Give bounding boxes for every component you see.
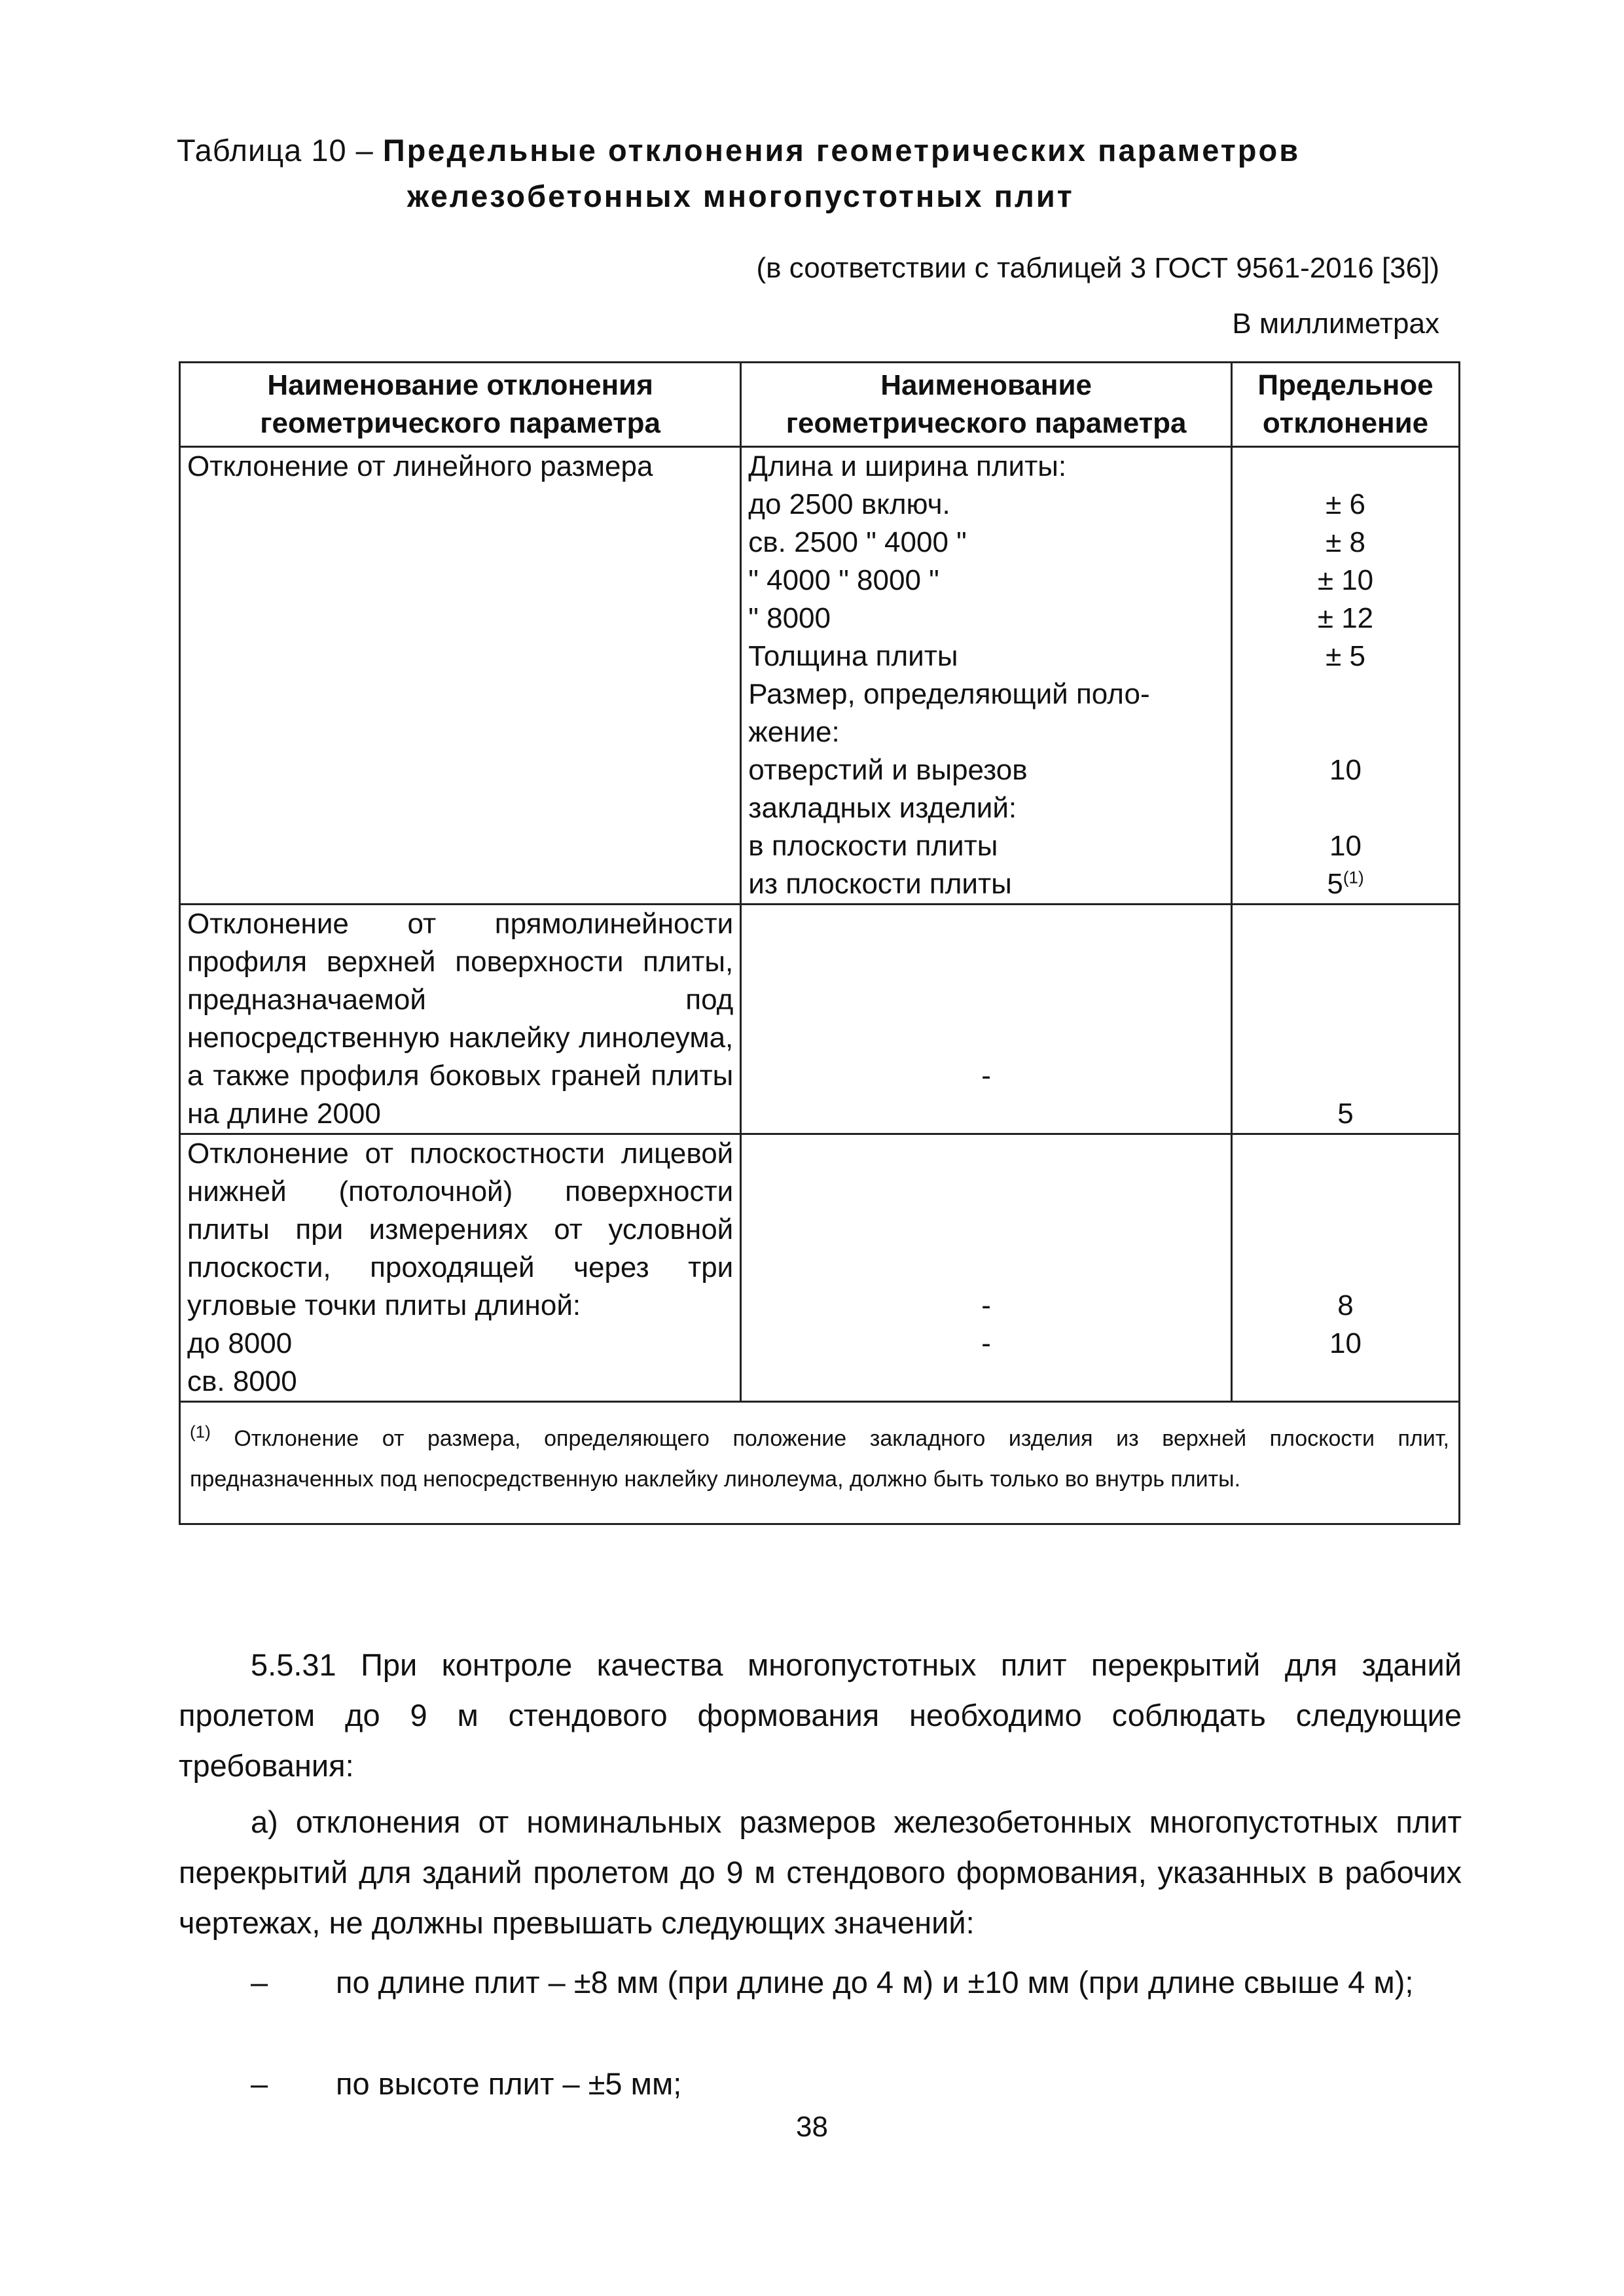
row3-deviation-text: Отклонение от плоскостности лицевой нижней (потолочной) поверхности плиты при измерениях от условной плоскости, проходящей через три угловые точки плиты длиной: (187, 1138, 734, 1321)
footnote-ref: (1) (1343, 867, 1364, 888)
table-cell: - (981, 1327, 991, 1359)
table-cell: 10 (1329, 1327, 1362, 1359)
header-limit: Предельное отклонение (1232, 363, 1460, 447)
table-cell: 8 (1337, 1289, 1354, 1321)
table-cell: до 8000 (187, 1327, 293, 1359)
table-cell: Размер, определяющий поло- (748, 678, 1150, 710)
table-cell: ± 12 (1317, 602, 1374, 634)
row3-values (1232, 1134, 1460, 1402)
row1-values (1232, 447, 1460, 905)
footnote-text: Отклонение от размера, определяющего положение закладного изделия из верхней плоскости плит, предназначенных под непосредственную наклейку линолеума, должно быть только во внутрь плиты. (190, 1426, 1449, 1492)
table-cell: в плоскости плиты (748, 830, 998, 862)
table-caption-line2: железобетонных многопустотных плит (407, 179, 1074, 213)
table-cell: ± 6 (1326, 488, 1365, 520)
table-cell: ± 8 (1326, 526, 1365, 558)
row3-params (741, 1134, 1232, 1402)
list-item-text: по длине плит – ±8 мм (при длине до 4 м) и ±10 мм (при длине свыше 4 м); (336, 1965, 1414, 2000)
table-cell: 10 (1329, 754, 1362, 786)
header-deviation: Наименование отклонения геометрического параметра (180, 363, 741, 447)
row2-value: 5 (1232, 905, 1460, 1134)
footnote-mark: (1) (190, 1422, 211, 1442)
list-dash: – (251, 1965, 268, 2000)
row2-param: - (741, 905, 1232, 1134)
table-row (180, 447, 1460, 905)
page-number: 38 (796, 2111, 828, 2143)
table-cell: Длина и ширина плиты: (748, 450, 1067, 482)
list-item-text: по высоте плит – ±5 мм; (336, 2066, 682, 2101)
table-row (180, 905, 1460, 1134)
table-cell: Толщина плиты (748, 640, 958, 672)
table-cell: жение: (748, 716, 840, 748)
table-reference: (в соответствии с таблицей 3 ГОСТ 9561-2016 [36]) (756, 252, 1439, 284)
paragraph-5-5-31: 5.5.31 При контроле качества многопустотных плит перекрытий для зданий пролетом до 9 м стендового формования необходимо соблюдать следующие требования: (179, 1647, 1462, 1783)
table-cell: 10 (1329, 830, 1362, 862)
table-cell: св. 8000 (187, 1365, 297, 1397)
table-cell: отверстий и вырезов (748, 754, 1028, 786)
table-caption-prefix: Таблица 10 – (177, 133, 383, 168)
table-cell: " 8000 (748, 602, 831, 634)
table-footnote (180, 1402, 1460, 1524)
table-cell: ± 5 (1326, 640, 1365, 672)
table-cell: ± 10 (1317, 564, 1374, 596)
row2-deviation: Отклонение от прямолинейности профиля верхней поверхности плиты, предназначаемой под непосредственную наклейку линолеума, а также профиля боковых граней плиты на длине 2000 (180, 905, 741, 1134)
header-parameter: Наименование геометрического параметра (741, 363, 1232, 447)
table-caption-line1 (177, 128, 1460, 173)
table-caption (177, 128, 1460, 219)
table-cell (1239, 789, 1452, 827)
paragraph-item-a: а) отклонения от номинальных размеров железобетонных многопустотных плит перекрытий для зданий пролетом до 9 м стендового формования, указанных в рабочих чертежах, не должны превышать следующих значений: (179, 1804, 1462, 1940)
table-caption-bold: Предельные отклонения геометрических параметров (382, 133, 1301, 168)
table-header-row (180, 363, 1460, 447)
deviations-table (179, 361, 1460, 1525)
table-cell: - (981, 1289, 991, 1321)
table-row (180, 1134, 1460, 1402)
table-cell: закладных изделий: (748, 792, 1017, 824)
table-cell: из плоскости плиты (748, 868, 1012, 900)
list-item (179, 2058, 1462, 2109)
table-cell (1239, 675, 1452, 713)
table-units: В миллиметрах (1232, 308, 1439, 340)
row1-deviation: Отклонение от линейного размера (180, 447, 741, 905)
table-cell: до 2500 включ. (748, 488, 950, 520)
table-cell (1239, 713, 1452, 751)
row3-deviation (180, 1134, 741, 1402)
table-cell: " 4000 " 8000 " (748, 564, 939, 596)
table-cell: св. 2500 " 4000 " (748, 526, 967, 558)
table-footnote-row (180, 1402, 1460, 1524)
row1-params (741, 447, 1232, 905)
list-dash: – (251, 2066, 268, 2101)
list-item (179, 1957, 1462, 2007)
table-cell: 5$^{(1)}$ (1327, 867, 1364, 900)
